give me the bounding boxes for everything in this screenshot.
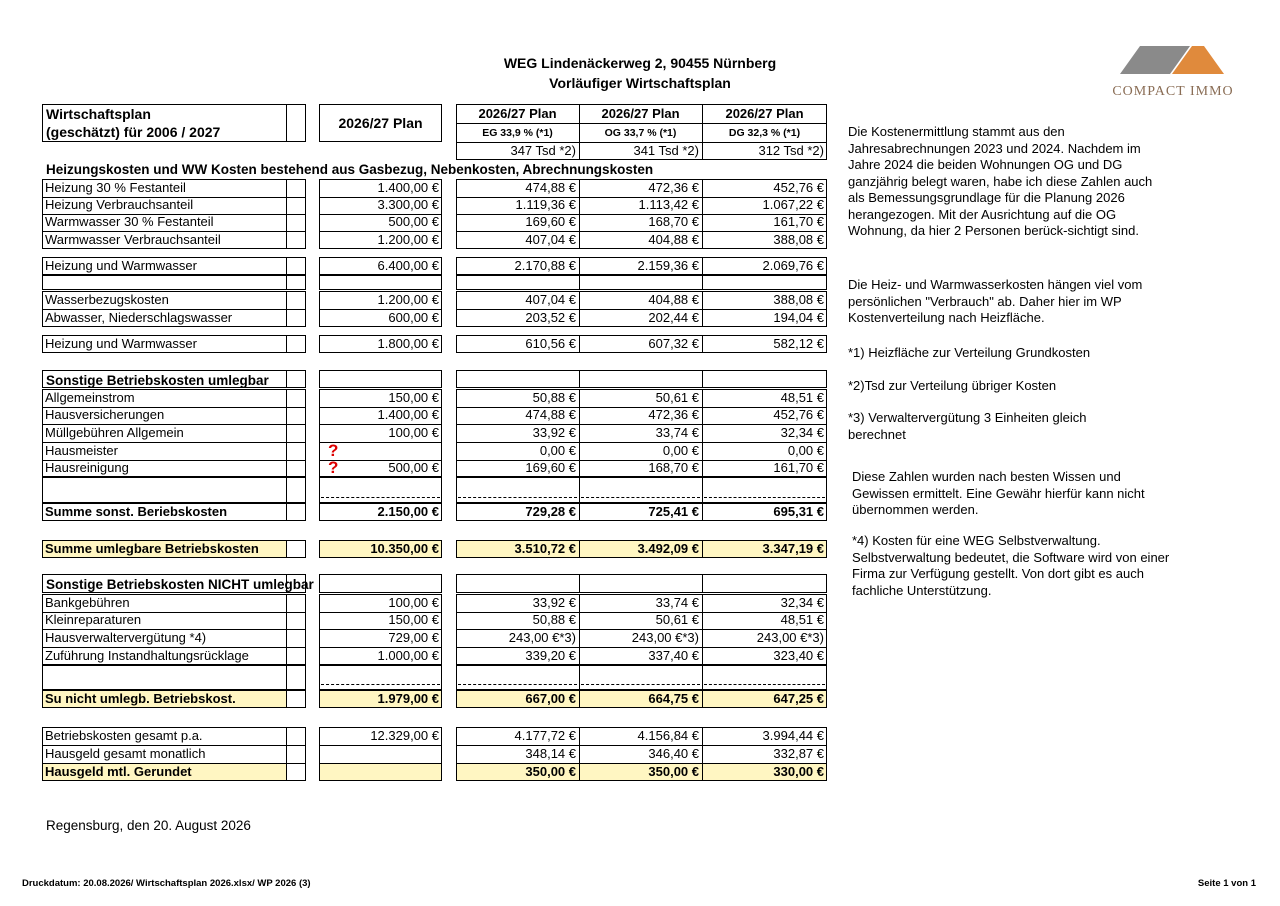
row-plan-value: 2.150,00 € — [377, 504, 439, 519]
row-eg-value: 169,60 € — [525, 214, 576, 229]
table-spacer-box — [456, 477, 827, 503]
row-og-value: 33,74 € — [655, 595, 699, 610]
row-plan-value: 12.329,00 € — [370, 728, 439, 743]
row-label: Heizung 30 % Festanteil — [45, 180, 186, 195]
note-kostenermittlung: Die Kostenermittlung stammt aus den Jahresabrechnungen 2023 und 2024. Nachdem im Jahre 2024 die beiden Wohnungen OG und DG ganzjährig belegt waren, habe ich diese Zahlen auch als Bemessungsgrundlage für die Planung 2026 herangezogen. Mit der Ausrichtung auf die OG Wohnung, da hier 2 Personen berück-sichtigt sind. — [848, 124, 1153, 238]
row-label: Warmwasser Verbrauchsanteil — [45, 232, 221, 247]
row-og-value: 33,74 € — [655, 425, 699, 440]
row-plan-value: 600,00 € — [388, 310, 439, 325]
row-label: Hausreinigung — [45, 460, 129, 475]
row-label: Summe umlegbare Betriebskosten — [45, 541, 259, 556]
row-dg-value: 332,87 € — [773, 746, 824, 761]
unit-plan-header-eg: 2026/27 Plan — [478, 106, 557, 121]
table-divider — [286, 690, 287, 708]
row-eg-value: 169,60 € — [525, 460, 576, 475]
table-divider — [286, 257, 287, 275]
row-og-value: 337,40 € — [648, 648, 699, 663]
unit-tsd-dg: 312 Tsd *2) — [758, 143, 824, 158]
row-divider — [319, 745, 442, 746]
row-eg-value: 4.177,72 € — [514, 728, 576, 743]
row-dg-value: 2.069,76 € — [762, 258, 824, 273]
row-label: Zuführung Instandhaltungsrücklage — [45, 648, 249, 663]
table-divider — [579, 574, 580, 593]
roof-logo-icon — [1098, 42, 1248, 82]
unit-share-og: OG 33,7 % (*1) — [604, 127, 677, 139]
row-og-value: 50,61 € — [655, 612, 699, 627]
row-og-value: 1.113,42 € — [638, 197, 699, 212]
row-label: Hausgeld gesamt monatlich — [45, 746, 206, 761]
row-dg-value: 582,12 € — [773, 336, 824, 351]
plan-header: 2026/27 Plan — [338, 115, 423, 131]
row-plan-value: 729,00 € — [388, 630, 439, 645]
table-divider — [286, 335, 287, 353]
row-dg-value: 388,08 € — [773, 232, 824, 247]
row-plan-value: 150,00 € — [388, 612, 439, 627]
row-plan-value: 1.200,00 € — [377, 232, 439, 247]
row-eg-value: 350,00 € — [525, 764, 576, 779]
unit-plan-header-dg: 2026/27 Plan — [725, 106, 804, 121]
logo-text: COMPACT IMMO — [1112, 84, 1234, 99]
row-og-value: 346,40 € — [648, 746, 699, 761]
row-dg-value: 695,31 € — [773, 504, 824, 519]
table-spacer-box — [456, 275, 827, 290]
table-divider — [286, 389, 287, 477]
note-footnote-1: *1) Heizfläche zur Verteilung Grundkosten — [848, 345, 1091, 360]
unit-plan-header-og: 2026/27 Plan — [601, 106, 680, 121]
dashed-separator — [581, 497, 700, 498]
row-eg-value: 33,92 € — [532, 425, 576, 440]
table-divider — [286, 275, 287, 290]
table-divider — [579, 477, 580, 503]
row-label: Hausversicherungen — [45, 407, 165, 422]
row-label: Allgemeinstrom — [45, 390, 135, 405]
table-divider — [286, 540, 287, 558]
unit-tsd-og: 341 Tsd *2) — [633, 143, 699, 158]
row-plan-value: 1.000,00 € — [377, 648, 439, 663]
header-divider — [286, 104, 287, 142]
dashed-separator — [581, 684, 700, 685]
row-eg-value: 203,52 € — [525, 310, 576, 325]
row-og-value: 202,44 € — [648, 310, 699, 325]
section-nicht-umlegbar: Sonstige Betriebskosten NICHT umlegbar — [46, 577, 314, 592]
note-footnote-2: *2)Tsd zur Verteilung übriger Kosten — [848, 378, 1057, 393]
dashed-separator — [321, 497, 440, 498]
row-og-value: 168,70 € — [648, 214, 699, 229]
row-eg-value: 474,88 € — [525, 407, 576, 422]
row-plan-value: 100,00 € — [388, 425, 439, 440]
table-divider — [579, 370, 580, 388]
row-label: Hausverwaltervergütung *4) — [45, 630, 207, 645]
table-divider — [286, 370, 287, 388]
row-dg-value: 388,08 € — [773, 292, 824, 307]
note-footnote-4: *4) Kosten für eine WEG Selbstverwaltung. Selbstverwaltung bedeutet, die Software wird von einer Firma zur Verfügung gestellt. Von dort gibt es auch fachliche Unterstützung. — [852, 533, 1170, 598]
row-og-value: 664,75 € — [648, 691, 699, 706]
row-eg-value: 50,88 € — [532, 390, 576, 405]
dashed-separator — [321, 684, 440, 685]
row-og-value: 0,00 € — [662, 443, 699, 458]
unit-share-eg: EG 33,9 % (*1) — [482, 127, 553, 139]
row-dg-value: 452,76 € — [773, 180, 824, 195]
row-eg-value: 339,20 € — [525, 648, 576, 663]
row-og-value: 168,70 € — [648, 460, 699, 475]
row-plan-value: 6.400,00 € — [377, 258, 439, 273]
row-plan-value: 150,00 € — [388, 390, 439, 405]
row-dg-value: 330,00 € — [773, 764, 824, 779]
row-dg-value: 3.994,44 € — [762, 728, 824, 743]
row-og-value: 243,00 €*3) — [631, 630, 699, 645]
footer-page-number: Seite 1 von 1 — [1197, 878, 1256, 889]
row-plan-value: 3.300,00 € — [377, 197, 439, 212]
table-label-line1: Wirtschaftsplan — [46, 106, 151, 122]
table-spacer-box — [42, 275, 306, 290]
row-label: Müllgebühren Allgemein — [45, 425, 184, 440]
table-spacer-box — [319, 370, 442, 388]
row-dg-value: 323,40 € — [773, 648, 824, 663]
table-spacer-box — [456, 370, 827, 388]
row-label: Heizung und Warmwasser — [45, 336, 197, 351]
row-dg-value: 647,25 € — [773, 691, 824, 706]
row-og-value: 2.159,36 € — [637, 258, 699, 273]
row-eg-value: 243,00 €*3) — [508, 630, 576, 645]
table-spacer-box — [42, 665, 306, 690]
row-dg-value: 452,76 € — [773, 407, 824, 422]
row-label: Heizung Verbrauchsanteil — [45, 197, 194, 212]
table-spacer-box — [319, 665, 442, 690]
row-label: Betriebskosten gesamt p.a. — [45, 728, 203, 743]
footer-print-info: Druckdatum: 20.08.2026/ Wirtschaftsplan 2026.xlsx/ WP 2026 (3) — [22, 878, 311, 889]
table-spacer-box — [456, 574, 827, 593]
row-dg-value: 161,70 € — [773, 460, 824, 475]
row-label: Warmwasser 30 % Festanteil — [45, 214, 214, 229]
row-dg-value: 161,70 € — [773, 214, 824, 229]
question-mark-hausmeister: ? — [328, 441, 339, 460]
row-plan-value: 1.400,00 € — [377, 180, 439, 195]
table-spacer-box — [319, 275, 442, 290]
row-og-value: 472,36 € — [648, 180, 699, 195]
row-eg-value: 474,88 € — [525, 180, 576, 195]
table-divider — [579, 275, 580, 290]
table-divider — [286, 503, 287, 521]
row-plan-value: 1.200,00 € — [377, 292, 439, 307]
unit-tsd-eg: 347 Tsd *2) — [510, 143, 576, 158]
document-title: WEG Lindenäckerweg 2, 90455 Nürnberg — [503, 55, 777, 71]
section-sonstige: Sonstige Betriebskosten umlegbar — [46, 373, 269, 388]
header-divider — [456, 123, 827, 124]
row-eg-value: 729,28 € — [525, 504, 576, 519]
row-eg-value: 0,00 € — [539, 443, 576, 458]
row-dg-value: 1.067,22 € — [762, 197, 824, 212]
table-spacer-box — [42, 477, 306, 503]
row-divider — [319, 763, 442, 764]
row-og-value: 472,36 € — [648, 407, 699, 422]
dashed-separator — [704, 684, 825, 685]
row-dg-value: 32,34 € — [780, 595, 824, 610]
table-divider — [579, 665, 580, 690]
note-heizkosten: Die Heiz- und Warmwasserkosten hängen viel vom persönlichen "Verbrauch" ab. Daher hier im WP Kostenverteilung nach Heizfläche. — [848, 277, 1143, 325]
row-label: Heizung und Warmwasser — [45, 258, 197, 273]
dashed-separator — [458, 497, 577, 498]
row-label: Hausmeister — [45, 443, 118, 458]
row-og-value: 3.492,09 € — [637, 541, 699, 556]
row-eg-value: 3.510,72 € — [514, 541, 576, 556]
row-eg-value: 407,04 € — [525, 292, 576, 307]
row-dg-value: 3.347,19 € — [762, 541, 824, 556]
row-dg-value: 0,00 € — [787, 443, 824, 458]
row-plan-value: 1.800,00 € — [377, 336, 439, 351]
question-mark-hausreinigung: ? — [328, 458, 339, 477]
table-spacer-box — [456, 665, 827, 690]
row-eg-value: 667,00 € — [525, 691, 576, 706]
row-dg-value: 48,51 € — [780, 390, 824, 405]
row-plan-value: 100,00 € — [388, 595, 439, 610]
row-plan-value: 500,00 € — [388, 214, 439, 229]
row-eg-value: 407,04 € — [525, 232, 576, 247]
row-eg-value: 33,92 € — [532, 595, 576, 610]
table-divider — [702, 275, 703, 290]
dashed-separator — [458, 684, 577, 685]
row-og-value: 404,88 € — [648, 232, 699, 247]
row-plan-value: 1.979,00 € — [377, 691, 439, 706]
row-eg-value: 2.170,88 € — [514, 258, 576, 273]
row-og-value: 404,88 € — [648, 292, 699, 307]
row-og-value: 4.156,84 € — [637, 728, 699, 743]
table-divider — [702, 665, 703, 690]
table-spacer-box — [319, 574, 442, 593]
row-dg-value: 243,00 €*3) — [756, 630, 824, 645]
table-divider — [286, 477, 287, 503]
row-label: Su nicht umlegb. Betriebskost. — [45, 691, 236, 706]
row-dg-value: 48,51 € — [780, 612, 824, 627]
table-divider — [702, 370, 703, 388]
table-divider — [286, 727, 287, 781]
row-label: Summe sonst. Beriebskosten — [45, 504, 228, 519]
note-disclaimer: Diese Zahlen wurden nach besten Wissen und Gewissen ermittelt. Eine Gewähr hierfür kann nicht übernommen werden. — [852, 469, 1145, 517]
row-eg-value: 50,88 € — [532, 612, 576, 627]
row-label: Wasserbezugskosten — [45, 292, 169, 307]
section-heating: Heizungskosten und WW Kosten bestehend aus Gasbezug, Nebenkosten, Abrechnungskosten — [46, 162, 654, 177]
table-divider — [286, 665, 287, 690]
document-subtitle: Vorläufiger Wirtschaftsplan — [549, 75, 731, 91]
table-spacer-box — [319, 477, 442, 503]
row-eg-value: 348,14 € — [525, 746, 576, 761]
row-label: Bankgebühren — [45, 595, 130, 610]
row-dg-value: 194,04 € — [773, 310, 824, 325]
row-label: Abwasser, Niederschlagswasser — [45, 310, 233, 325]
row-og-value: 50,61 € — [655, 390, 699, 405]
dashed-separator — [704, 497, 825, 498]
row-og-value: 350,00 € — [648, 764, 699, 779]
row-eg-value: 610,56 € — [525, 336, 576, 351]
unit-share-dg: DG 32,3 % (*1) — [728, 127, 801, 139]
row-plan-value: 1.400,00 € — [377, 407, 439, 422]
table-divider — [702, 477, 703, 503]
note-footnote-3: *3) Verwaltervergütung 3 Einheiten gleich berechnet — [848, 410, 1087, 442]
place-date: Regensburg, den 20. August 2026 — [46, 818, 251, 833]
table-label-line2: (geschätzt) für 2006 / 2027 — [46, 124, 221, 140]
row-og-value: 725,41 € — [648, 504, 699, 519]
row-og-value: 607,32 € — [648, 336, 699, 351]
table-divider — [702, 574, 703, 593]
company-logo — [1098, 42, 1248, 102]
row-plan-value: 500,00 € — [388, 460, 439, 475]
row-label: Kleinreparaturen — [45, 612, 142, 627]
row-eg-value: 1.119,36 € — [515, 197, 576, 212]
row-dg-value: 32,34 € — [780, 425, 824, 440]
row-label: Hausgeld mtl. Gerundet — [45, 764, 192, 779]
row-plan-value: 10.350,00 € — [370, 541, 439, 556]
